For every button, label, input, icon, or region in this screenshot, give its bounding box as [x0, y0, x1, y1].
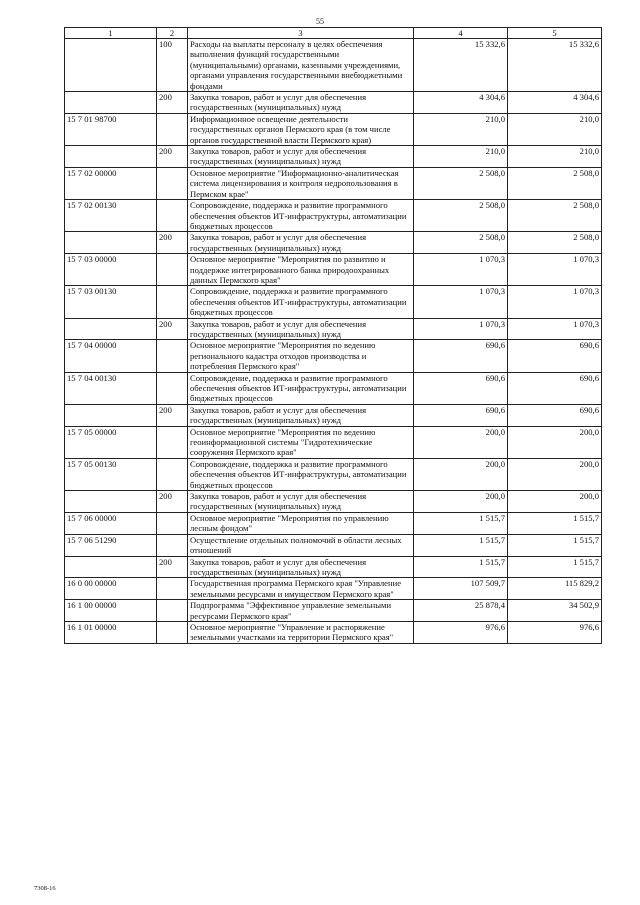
table-row [65, 621, 602, 643]
amount-year-1-cell: 690,6 [414, 340, 508, 372]
table-row [65, 512, 602, 534]
table-row [65, 600, 602, 622]
expense-type-cell: 200 [157, 491, 188, 513]
amount-year-2-cell: 690,6 [508, 340, 602, 372]
budget-code-cell [65, 146, 157, 168]
amount-year-2-cell: 1 515,7 [508, 512, 602, 534]
amount-year-2-cell: 4 304,6 [508, 92, 602, 114]
amount-year-1-cell: 690,6 [414, 404, 508, 426]
item-name-cell: Основное мероприятие "Мероприятия по ведению регионального кадастра отходов производства и потребления Пермского края" [188, 340, 414, 372]
table-row [65, 491, 602, 513]
amount-year-2-cell: 200,0 [508, 491, 602, 513]
amount-year-2-cell: 1 515,7 [508, 534, 602, 556]
amount-year-2-cell: 115 829,2 [508, 578, 602, 600]
item-name-cell: Государственная программа Пермского края "Управление земельными ресурсами и имуществом Пермского края" [188, 578, 414, 600]
expense-type-cell: 200 [157, 318, 188, 340]
column-header-2: 2 [157, 28, 188, 39]
table-row [65, 340, 602, 372]
budget-code-cell: 15 7 02 00000 [65, 167, 157, 199]
column-number-row [65, 28, 602, 39]
amount-year-2-cell: 976,6 [508, 621, 602, 643]
expense-type-cell: 200 [157, 92, 188, 114]
budget-code-cell: 15 7 03 00000 [65, 254, 157, 286]
budget-code-cell: 16 1 00 00000 [65, 600, 157, 622]
item-name-cell: Подпрограмма "Эффективное управление земельными ресурсами Пермского края" [188, 600, 414, 622]
item-name-cell: Закупка товаров, работ и услуг для обеспечения государственных (муниципальных) нужд [188, 404, 414, 426]
expense-type-cell [157, 254, 188, 286]
budget-code-cell: 15 7 02 00130 [65, 200, 157, 232]
item-name-cell: Основное мероприятие "Мероприятия по ведению геоинформационной системы "Гидротехнические сооружения Пермского края" [188, 426, 414, 458]
amount-year-2-cell: 690,6 [508, 372, 602, 404]
expense-type-cell [157, 512, 188, 534]
budget-table [64, 27, 602, 644]
table-row [65, 200, 602, 232]
budget-code-cell: 15 7 04 00130 [65, 372, 157, 404]
item-name-cell: Закупка товаров, работ и услуг для обеспечения государственных (муниципальных) нужд [188, 318, 414, 340]
amount-year-1-cell: 200,0 [414, 458, 508, 490]
budget-code-cell: 16 1 01 00000 [65, 621, 157, 643]
expense-type-cell: 200 [157, 146, 188, 168]
item-name-cell: Основное мероприятие "Мероприятия по развитию и поддержке интегрированного банка природоохранных данных Пермского края" [188, 254, 414, 286]
amount-year-2-cell: 34 502,9 [508, 600, 602, 622]
expense-type-cell [157, 578, 188, 600]
budget-code-cell [65, 491, 157, 513]
item-name-cell: Закупка товаров, работ и услуг для обеспечения государственных (муниципальных) нужд [188, 146, 414, 168]
expense-type-cell [157, 621, 188, 643]
table-row [65, 113, 602, 145]
item-name-cell: Основное мероприятие "Информационно-аналитическая система лицензирования и контроля недропользования в Пермском крае" [188, 167, 414, 199]
expense-type-cell: 200 [157, 232, 188, 254]
table-row [65, 556, 602, 578]
expense-type-cell [157, 534, 188, 556]
item-name-cell: Закупка товаров, работ и услуг для обеспечения государственных (муниципальных) нужд [188, 232, 414, 254]
amount-year-1-cell: 2 508,0 [414, 200, 508, 232]
expense-type-cell [157, 600, 188, 622]
column-header-3: 3 [188, 28, 414, 39]
amount-year-2-cell: 1 070,3 [508, 318, 602, 340]
item-name-cell: Сопровождение, поддержка и развитие программного обеспечения объектов ИТ-инфраструктуры, автоматизации бюджетных процессов [188, 372, 414, 404]
item-name-cell: Основное мероприятие "Управление и распоряжение земельными участками на территории Пермского края" [188, 621, 414, 643]
budget-code-cell: 15 7 06 51290 [65, 534, 157, 556]
expense-type-cell [157, 426, 188, 458]
budget-code-cell: 15 7 05 00130 [65, 458, 157, 490]
amount-year-1-cell: 1 070,3 [414, 286, 508, 318]
budget-code-cell [65, 404, 157, 426]
table-row [65, 286, 602, 318]
budget-code-cell [65, 556, 157, 578]
amount-year-2-cell: 200,0 [508, 458, 602, 490]
expense-type-cell: 200 [157, 404, 188, 426]
budget-code-cell: 15 7 03 00130 [65, 286, 157, 318]
expense-type-cell [157, 286, 188, 318]
budget-code-cell [65, 39, 157, 92]
expense-type-cell [157, 200, 188, 232]
amount-year-1-cell: 1 515,7 [414, 534, 508, 556]
table-row [65, 254, 602, 286]
amount-year-1-cell: 15 332,6 [414, 39, 508, 92]
amount-year-1-cell: 210,0 [414, 146, 508, 168]
table-row [65, 458, 602, 490]
amount-year-2-cell: 1 070,3 [508, 254, 602, 286]
budget-code-cell: 15 7 04 00000 [65, 340, 157, 372]
budget-code-cell: 15 7 06 00000 [65, 512, 157, 534]
footer-document-code: 7308-16 [34, 885, 56, 892]
expense-type-cell [157, 167, 188, 199]
budget-code-cell: 15 7 01 98700 [65, 113, 157, 145]
expense-type-cell [157, 340, 188, 372]
table-row [65, 167, 602, 199]
item-name-cell: Закупка товаров, работ и услуг для обеспечения государственных (муниципальных) нужд [188, 491, 414, 513]
table-row [65, 92, 602, 114]
expense-type-cell [157, 372, 188, 404]
amount-year-1-cell: 690,6 [414, 372, 508, 404]
amount-year-1-cell: 210,0 [414, 113, 508, 145]
item-name-cell: Основное мероприятие "Мероприятия по управлению лесным фондом" [188, 512, 414, 534]
table-row [65, 39, 602, 92]
item-name-cell: Закупка товаров, работ и услуг для обеспечения государственных (муниципальных) нужд [188, 556, 414, 578]
amount-year-1-cell: 2 508,0 [414, 232, 508, 254]
amount-year-2-cell: 210,0 [508, 113, 602, 145]
amount-year-1-cell: 976,6 [414, 621, 508, 643]
amount-year-2-cell: 200,0 [508, 426, 602, 458]
amount-year-1-cell: 107 509,7 [414, 578, 508, 600]
amount-year-2-cell: 2 508,0 [508, 232, 602, 254]
amount-year-2-cell: 690,6 [508, 404, 602, 426]
column-header-5: 5 [508, 28, 602, 39]
amount-year-2-cell: 15 332,6 [508, 39, 602, 92]
amount-year-2-cell: 1 070,3 [508, 286, 602, 318]
page-number: 55 [316, 17, 324, 26]
amount-year-1-cell: 2 508,0 [414, 167, 508, 199]
amount-year-1-cell: 1 515,7 [414, 512, 508, 534]
amount-year-2-cell: 2 508,0 [508, 200, 602, 232]
budget-code-cell: 15 7 05 00000 [65, 426, 157, 458]
amount-year-1-cell: 1 070,3 [414, 254, 508, 286]
item-name-cell: Сопровождение, поддержка и развитие программного обеспечения объектов ИТ-инфраструктуры, автоматизации бюджетных процессов [188, 286, 414, 318]
table-row [65, 404, 602, 426]
budget-code-cell: 16 0 00 00000 [65, 578, 157, 600]
expense-type-cell [157, 113, 188, 145]
expense-type-cell [157, 458, 188, 490]
table-row [65, 372, 602, 404]
item-name-cell: Закупка товаров, работ и услуг для обеспечения государственных (муниципальных) нужд [188, 92, 414, 114]
budget-code-cell [65, 232, 157, 254]
table-row [65, 534, 602, 556]
item-name-cell: Информационное освещение деятельности государственных органов Пермского края (в том числе органов государственной власти Пермского края) [188, 113, 414, 145]
table-row [65, 318, 602, 340]
amount-year-2-cell: 1 515,7 [508, 556, 602, 578]
amount-year-1-cell: 4 304,6 [414, 92, 508, 114]
amount-year-1-cell: 200,0 [414, 426, 508, 458]
amount-year-1-cell: 200,0 [414, 491, 508, 513]
amount-year-2-cell: 210,0 [508, 146, 602, 168]
column-header-1: 1 [65, 28, 157, 39]
amount-year-1-cell: 1 070,3 [414, 318, 508, 340]
expense-type-cell: 100 [157, 39, 188, 92]
amount-year-2-cell: 2 508,0 [508, 167, 602, 199]
amount-year-1-cell: 1 515,7 [414, 556, 508, 578]
expense-type-cell: 200 [157, 556, 188, 578]
table-row [65, 426, 602, 458]
item-name-cell: Расходы на выплаты персоналу в целях обеспечения выполнения функций государственными (муниципальными) органами, казенными учреждениями, органами управления государственными внебюджетными фондами [188, 39, 414, 92]
item-name-cell: Сопровождение, поддержка и развитие программного обеспечения объектов ИТ-инфраструктуры, автоматизации бюджетных процессов [188, 458, 414, 490]
amount-year-1-cell: 25 878,4 [414, 600, 508, 622]
budget-code-cell [65, 318, 157, 340]
table-row [65, 578, 602, 600]
item-name-cell: Осуществление отдельных полномочий в области лесных отношений [188, 534, 414, 556]
column-header-4: 4 [414, 28, 508, 39]
item-name-cell: Сопровождение, поддержка и развитие программного обеспечения объектов ИТ-инфраструктуры, автоматизации бюджетных процессов [188, 200, 414, 232]
table-row [65, 232, 602, 254]
budget-code-cell [65, 92, 157, 114]
table-row [65, 146, 602, 168]
